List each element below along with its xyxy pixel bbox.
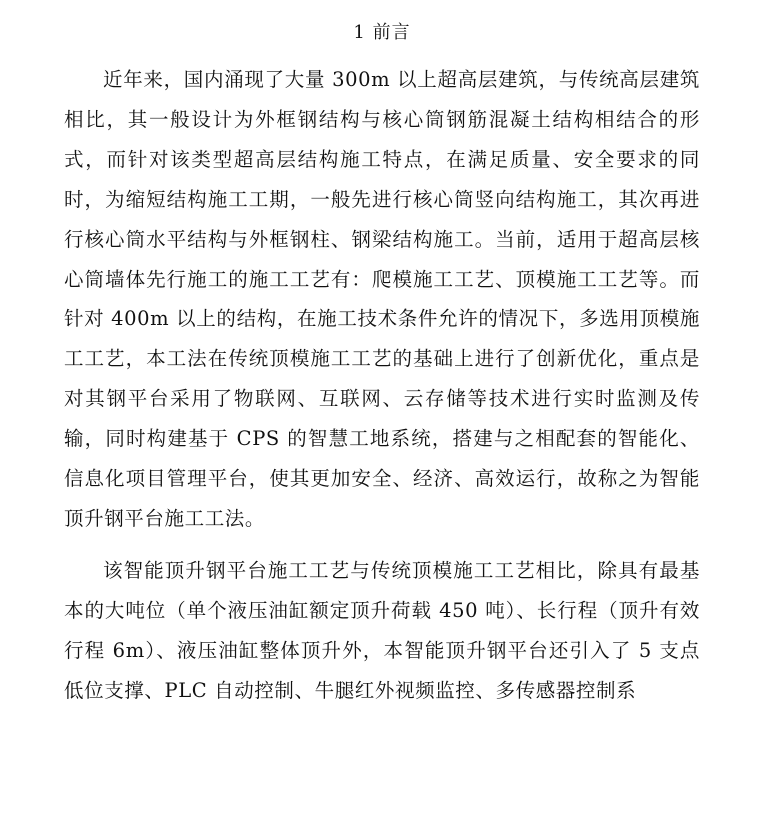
paragraph-comparison: 该智能顶升钢平台施工工艺与传统顶模施工工艺相比，除具有最基本的大吨位（单个液压油缸额定顶升荷载 450 吨）、长行程（顶升有效行程 6m）、液压油缸整体顶升外，本智能顶升钢平台还引入了 5 支点低位支撑、PLC 自动控制、牛腿红外视频监控、多传感器控制系	[64, 558, 700, 702]
section-title: 1 前言	[353, 22, 411, 43]
document-page	[64, 0, 700, 711]
paragraph-introduction: 近年来，国内涌现了大量 300m 以上超高层建筑，与传统高层建筑相比，其一般设计为外框钢结构与核心筒钢筋混凝土结构相结合的形式，而针对该类型超高层结构施工特点，在满足质量、安全要求的同时，为缩短结构施工工期，一般先进行核心筒竖向结构施工，其次再进行核心筒水平结构与外框钢柱、钢梁结构施工。当前，适用于超高层核心筒墙体先行施工的施工工艺有：爬模施工工艺、顶模施工工艺等。而针对 400m 以上的结构，在施工技术条件允许的情况下，多选用顶模施工工艺，本工法在传统顶模施工工艺的基础上进行了创新优化，重点是对其钢平台采用了物联网、互联网、云存储等技术进行实时监测及传输，同时构建基于 CPS 的智慧工地系统，搭建与之相配套的智能化、信息化项目管理平台，使其更加安全、经济、高效运行，故称之为智能顶升钢平台施工工法。	[64, 68, 700, 530]
